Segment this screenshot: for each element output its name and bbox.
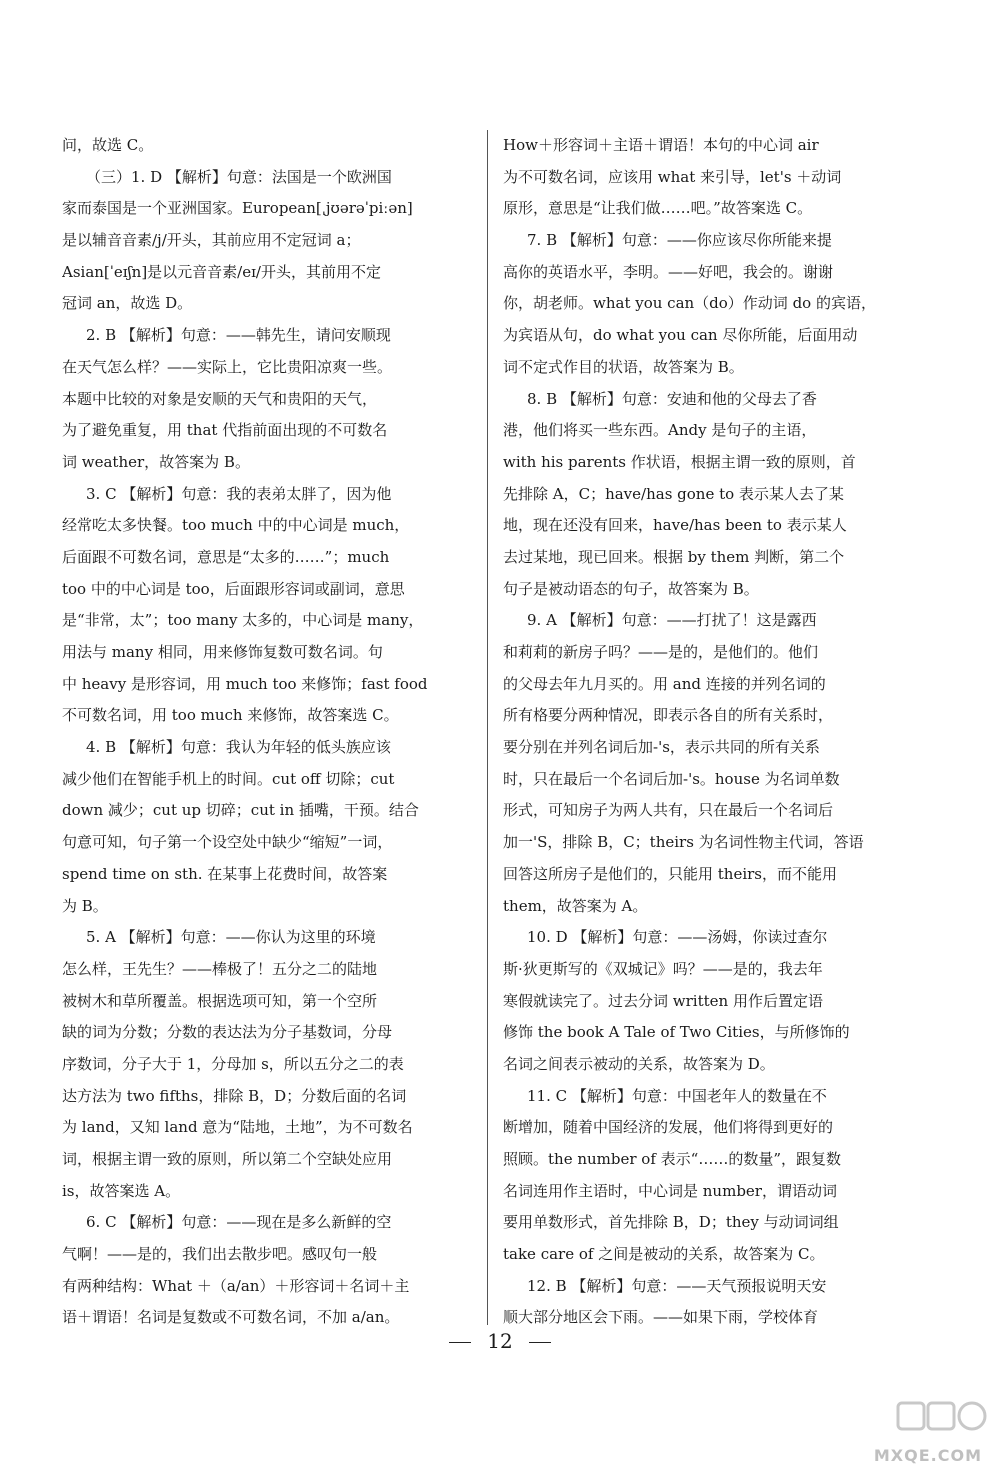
text-line: 顺大部分地区会下雨。——如果下雨，学校体育: [503, 1308, 819, 1327]
text-line: 你，胡老师。what you can（do）作动词 do 的宾语，: [503, 294, 876, 313]
text-line: 港，他们将买一些东西。Andy 是句子的主语，: [503, 421, 817, 440]
text-line: 中 heavy 是形容词，用 much too 来修饰；fast food: [62, 674, 428, 693]
column-divider: [487, 130, 488, 1325]
text-line: spend time on sth. 在某事上花费时间，故答案: [62, 864, 388, 883]
text-line: 修饰 the book A Tale of Two Cities，与所修饰的: [503, 1023, 850, 1042]
text-line: 10. D 【解析】句意：——汤姆，你读过查尔: [527, 928, 828, 947]
text-line: 2. B 【解析】句意：——韩先生，请问安顺现: [86, 326, 391, 345]
text-line: 7. B 【解析】句意：——你应该尽你所能来提: [527, 231, 832, 250]
text-line: 4. B 【解析】句意：我认为年轻的低头族应该: [86, 738, 391, 757]
watermark-logo: [873, 1397, 992, 1469]
text-line: 家而泰国是一个亚洲国家。European[ˌjʊərəˈpiːən]: [62, 199, 413, 218]
text-line: 在天气怎么样？——实际上，它比贵阳凉爽一些。: [62, 357, 393, 376]
text-line: 减少他们在智能手机上的时间。cut off 切除；cut: [62, 769, 395, 788]
text-line: 为了避免重复，用 that 代指前面出现的不可数名: [62, 421, 388, 440]
text-line: 9. A 【解析】句意：——打扰了！这是露西: [527, 611, 817, 630]
text-line: 高你的英语水平，李明。——好吧，我会的。谢谢: [503, 262, 834, 281]
text-line: 有两种结构：What ＋（a/an）＋形容词＋名词＋主: [62, 1276, 410, 1295]
text-line: 8. B 【解析】句意：安迪和他的父母去了香: [527, 389, 817, 408]
text-line: 5. A 【解析】句意：——你认为这里的环境: [86, 928, 376, 947]
text-line: 不可数名词，用 too much 来修饰，故答案选 C。: [62, 706, 399, 725]
text-line: Asian[ˈeɪʃn]是以元音音素/eɪ/开头，其前用不定: [62, 262, 381, 281]
text-line: 为 B。: [62, 896, 108, 915]
text-line: 为宾语从句，do what you can 尽你所能，后面用动: [503, 326, 858, 345]
text-line: 序数词，分子大于 1，分母加 s，所以五分之二的表: [62, 1054, 404, 1073]
text-line: 达方法为 two fifths，排除 B，D；分数后面的名词: [62, 1086, 407, 1105]
text-line: take care of 之间是被动的关系，故答案为 C。: [503, 1245, 825, 1264]
text-line: 断增加，随着中国经济的发展，他们将得到更好的: [503, 1118, 834, 1137]
watermark-text: MXQE.COM: [873, 1446, 982, 1465]
text-line: 地，现在还没有回来，have/has been to 表示某人: [503, 516, 847, 535]
text-line: 斯·狄更斯写的《双城记》吗？——是的，我去年: [503, 959, 823, 978]
text-line: 句意可知，句子第一个设空处中缺少“缩短”一词，: [62, 833, 393, 852]
text-line: is，故答案选 A。: [62, 1181, 181, 1200]
text-line: 怎么样，王先生？——棒极了！五分之二的陆地: [62, 959, 378, 978]
text-line: 原形，意思是“让我们做……吧。”故答案选 C。: [503, 199, 813, 218]
text-line: 11. C 【解析】句意：中国老年人的数量在不: [527, 1086, 827, 1105]
text-line: How＋形容词＋主语＋谓语！本句的中心词 air: [503, 136, 819, 154]
text-line: 3. C 【解析】句意：我的表弟太胖了，因为他: [86, 484, 392, 503]
text-line: 的父母去年九月买的。用 and 连接的并列名词的: [503, 674, 826, 693]
text-line: 本题中比较的对象是安顺的天气和贵阳的天气，: [62, 389, 378, 408]
text-line: 和莉莉的新房子吗？——是的，是他们的。他们: [503, 643, 819, 661]
text-line: 用法与 many 相同，用来修饰复数可数名词。句: [62, 643, 383, 661]
text-line: 去过某地，现已回来。根据 by them 判断，第二个: [503, 547, 845, 566]
text-line: too 中的中心词是 too，后面跟形容词或副词，意思: [62, 579, 405, 598]
text-line: 冠词 an，故选 D。: [62, 294, 193, 313]
text-line: 句子是被动语态的句子，故答案为 B。: [503, 579, 759, 598]
text-line: 形式，可知房子为两人共有，只在最后一个名词后: [503, 801, 834, 820]
text-line: 为 land，又知 land 意为“陆地，土地”，为不可数名: [62, 1118, 413, 1137]
text-line: 缺的词为分数；分数的表达法为分子基数词，分母: [62, 1023, 393, 1042]
text-line: with his parents 作状语，根据主谓一致的原则，首: [503, 452, 856, 471]
page-number: 12: [487, 1329, 513, 1353]
text-line: 加一'S，排除 B，C；theirs 为名词性物主代词，答语: [503, 833, 864, 852]
text-line: （三）1. D 【解析】句意：法国是一个欧洲国: [86, 167, 392, 186]
text-line: 词 weather，故答案为 B。: [62, 452, 250, 471]
text-line: 6. C 【解析】句意：——现在是多么新鲜的空: [86, 1213, 392, 1232]
text-line: them，故答案为 A。: [503, 896, 648, 915]
footer-dash-left: [449, 1342, 471, 1343]
text-line: 寒假就读完了。过去分词 written 用作后置定语: [503, 991, 823, 1010]
text-line: 是以辅音音素/j/开头，其前应用不定冠词 a；: [62, 231, 361, 250]
text-line: 词，根据主谓一致的原则，所以第二个空缺处应用: [62, 1150, 393, 1168]
text-line: 要分别在并列名词后加-'s，表示共同的所有关系: [503, 738, 820, 757]
text-line: 为不可数名词，应该用 what 来引导，let's ＋动词: [503, 167, 842, 186]
text-line: 问，故选 C。: [62, 136, 154, 154]
text-line: 回答这所房子是他们的，只能用 theirs，而不能用: [503, 864, 838, 883]
footer-dash-right: [529, 1342, 551, 1343]
left-column: [62, 130, 468, 1334]
page-footer: [0, 1326, 1000, 1356]
text-line: 被树木和草所覆盖。根据选项可知，第一个空所: [62, 991, 378, 1010]
text-line: 语＋谓语！名词是复数或不可数名词，不加 a/an。: [62, 1308, 400, 1327]
text-line: 时，只在最后一个名词后加-'s。house 为名词单数: [503, 769, 840, 788]
text-line: 要用单数形式，首先排除 B，D；they 与动词词组: [503, 1213, 839, 1232]
text-line: 名词之间表示被动的关系，故答案为 D。: [503, 1054, 775, 1073]
text-line: 先排除 A，C；have/has gone to 表示某人去了某: [503, 484, 844, 503]
text-line: 所有格要分两种情况，即表示各自的所有关系时，: [503, 706, 834, 725]
text-line: 后面跟不可数名词，意思是“太多的……”；much: [62, 547, 390, 566]
text-line: 词不定式作目的状语，故答案为 B。: [503, 357, 744, 376]
text-line: 照顾。the number of 表示“……的数量”，跟复数: [503, 1150, 841, 1168]
text-line: down 减少；cut up 切碎；cut in 插嘴，干预。结合: [62, 801, 419, 820]
text-line: 名词连用作主语时，中心词是 number，谓语动词: [503, 1181, 837, 1200]
text-line: 气啊！——是的，我们出去散步吧。感叹句一般: [62, 1245, 378, 1264]
right-column: [503, 130, 881, 1334]
text-line: 12. B 【解析】句意：——天气预报说明天安: [527, 1276, 827, 1295]
text-line: 经常吃太多快餐。too much 中的中心词是 much，: [62, 516, 410, 535]
text-line: 是“非常，太”；too many 太多的，中心词是 many，: [62, 611, 424, 630]
watermark-graphic: [892, 1397, 992, 1453]
